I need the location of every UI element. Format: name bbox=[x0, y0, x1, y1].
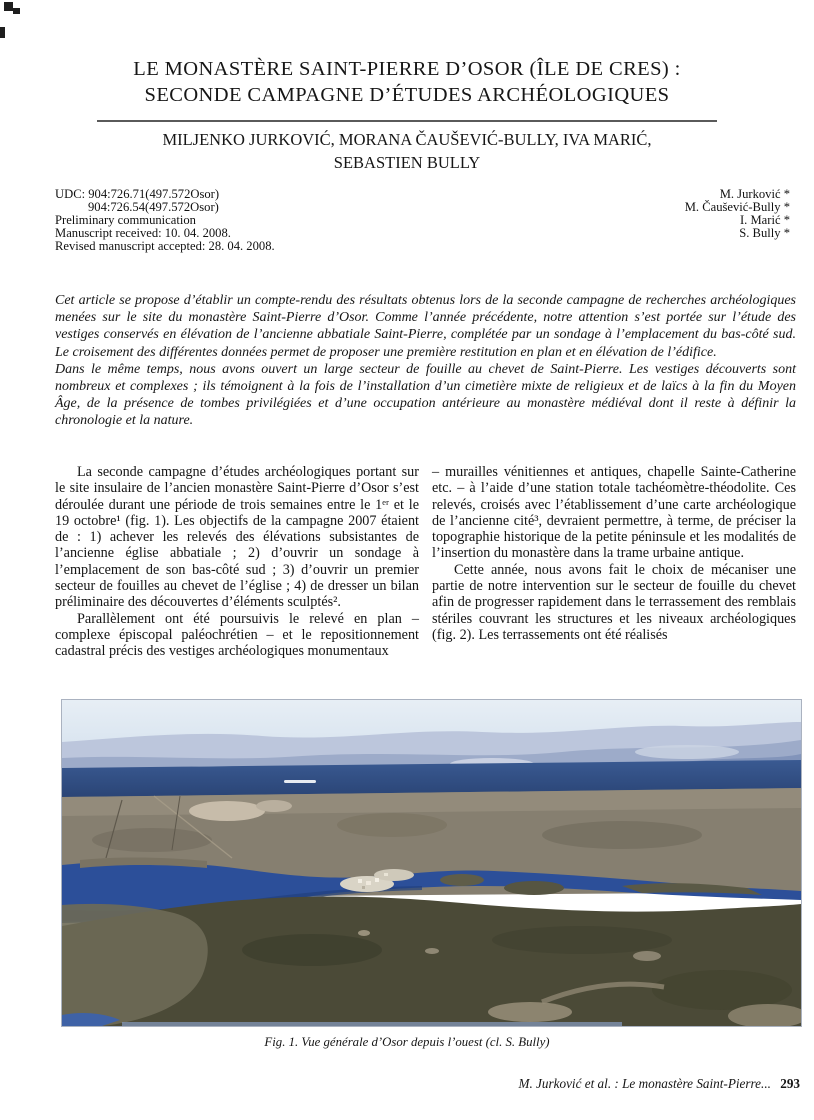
author-affiliation: S. Bully * bbox=[739, 226, 790, 241]
page-number: 293 bbox=[780, 1076, 800, 1091]
body-column-right bbox=[432, 464, 796, 660]
body-paragraph: Cette année, nous avons fait le choix de mécaniser une partie de notre intervention sur le secteur de fouille du chevet afin de progresser rapidement dans le terrassement des remblais stériles couvrant les structures et les niveaux archéologiques (fig. 2). Les terrassements ont été réalisés bbox=[432, 561, 796, 643]
body-paragraph: Parallèlement ont été poursuivis le relevé en plan – complexe épiscopal paléochrétien – et le repositionnement cadastral précis des vestiges archéologiques monumentaux bbox=[55, 610, 419, 660]
aerial-photo-graphic bbox=[62, 700, 801, 1026]
authors-line1: MILJENKO JURKOVIĆ, MORANA ČAUŠEVIĆ-BULLY, IVA MARIĆ, bbox=[162, 130, 652, 149]
running-footer bbox=[518, 1076, 800, 1092]
body-column-left bbox=[55, 464, 419, 660]
running-head: M. Jurković et al. : Le monastère Saint-Pierre... bbox=[518, 1076, 771, 1091]
body-paragraph: – murailles vénitiennes et antiques, chapelle Sainte-Catherine etc. – à l’aide d’une station totale tachéomètre-théodolite. Ces relevés, croisés avec l’établissement d’une carte archéologique de l’ancienne cité³, devraient permettre, à terme, de préciser la topographie historique de la petite péninsule et les modalités de l’insertion du monastère dans la trame urbaine antique. bbox=[432, 464, 796, 562]
abstract-paragraph: Cet article se propose d’établir un compte-rendu des résultats obtenus lors de la seconde campagne de recherches archéologiques menées sur le site du monastère Saint-Pierre d’Osor. Comme l’année précédente, notre attention s’est portée sur l’étude des vestiges conservés en élévation de l’ancienne abbatiale Saint-Pierre, complétée par un sondage à l’emplacement du bas-côté sud. Le croisement des différentes données permet de proposer une première restitution en plan et en élévation de l’édifice. bbox=[55, 293, 796, 360]
body-text bbox=[55, 464, 796, 660]
figure-photo-aerial-view bbox=[62, 700, 801, 1026]
article-title bbox=[0, 56, 814, 108]
body-paragraph: La seconde campagne d’études archéologiques portant sur le site insulaire de l’ancien monastère Saint-Pierre d’Osor s’est déroulée durant une période de trois semaines entre le 1ᵉʳ et le 19 octobre¹ (fig. 1). Les objectifs de la campagne 2007 étaient de : 1) achever les relevés des élévations subsistantes de l’ancienne église abbatiale ; 2) d’ouvrir un sondage à l’emplacement de son bas-côté sud ; 3) d’ouvrir un premier secteur de fouilles au chevet de l’église ; 4) de dresser un bilan préliminaire des découvertes d’éléments sculptés². bbox=[55, 464, 419, 611]
author-affiliation: M. Jurković * bbox=[719, 187, 790, 201]
figure-caption: Fig. 1. Vue générale d’Osor depuis l’ouest (cl. S. Bully) bbox=[264, 1035, 550, 1049]
abstract bbox=[55, 292, 796, 430]
udc-line: UDC: 904:726.71(497.572Osor) bbox=[55, 187, 220, 201]
author-affiliation-block bbox=[685, 188, 790, 240]
authors-heading bbox=[0, 128, 814, 174]
author-affiliation: I. Marić * bbox=[739, 213, 790, 228]
scan-artifact bbox=[0, 27, 5, 38]
scan-artifact bbox=[4, 2, 13, 11]
manuscript-received: Manuscript received: 10. 04. 2008. bbox=[55, 226, 231, 241]
article-title-line2: SECONDE CAMPAGNE D’ÉTUDES ARCHÉOLOGIQUES bbox=[144, 84, 670, 106]
udc-line: 904:726.54(497.572Osor) bbox=[88, 200, 219, 215]
communication-type: Preliminary communication bbox=[55, 213, 196, 228]
title-divider bbox=[97, 120, 717, 122]
author-affiliation: M. Čaušević-Bully * bbox=[684, 200, 790, 215]
authors-line2: SEBASTIEN BULLY bbox=[333, 153, 481, 172]
manuscript-accepted: Revised manuscript accepted: 28. 04. 2008. bbox=[55, 239, 275, 254]
article-title-line1: LE MONASTÈRE SAINT-PIERRE D’OSOR (ÎLE DE CRES) : bbox=[133, 58, 681, 80]
abstract-paragraph: Dans le même temps, nous avons ouvert un large secteur de fouille au chevet de Saint-Pierre. Les vestiges découverts sont nombreux et complexes ; ils témoignent à la fois de l’installation d’un cimetière mixte de religieux et de laïcs à la fin du Moyen Âge, de la présence de tombes privilégiées et d’une occupation antérieure au monastère médiéval dont il reste à définir la chronologie et la nature. bbox=[55, 361, 796, 429]
scan-artifact bbox=[13, 8, 20, 14]
udc-block bbox=[55, 188, 275, 253]
